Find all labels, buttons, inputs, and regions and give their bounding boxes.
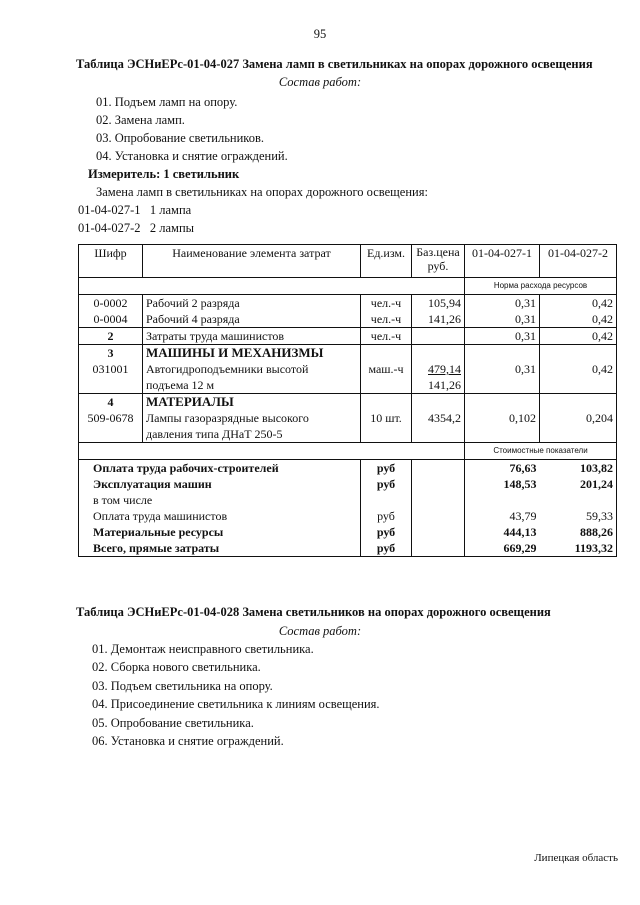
- row-unit: чел.-ч: [361, 295, 412, 312]
- section-code: 4: [79, 394, 143, 411]
- table1-operation: 03. Опробование светильников.: [96, 131, 265, 145]
- row-name: [143, 410, 361, 443]
- summary-value-1: 43,79: [509, 509, 537, 523]
- table-row: [79, 410, 617, 443]
- table2-operation: 05. Опробование светильника.: [92, 716, 254, 730]
- header-code: Шифр: [79, 245, 143, 278]
- variant-text: 1 лампа: [149, 203, 192, 217]
- table1-composition-label: Состав работ:: [278, 75, 362, 89]
- row-price: 141,26: [412, 311, 465, 328]
- table1-operation: 02. Замена ламп.: [96, 113, 185, 127]
- summary-unit: руб: [361, 524, 412, 540]
- summary-value-2: 888,26: [540, 524, 617, 540]
- row-name-line1: Лампы газоразрядные высокого: [146, 411, 309, 425]
- summary-value-1: 76,63: [465, 460, 540, 477]
- row-price-line1: 479,14: [428, 362, 461, 376]
- section-row: [79, 345, 617, 362]
- summary-value-1: 148,53: [503, 477, 537, 491]
- table2-operation: 06. Установка и снятие ограждений.: [92, 734, 284, 748]
- row-code: 509-0678: [79, 410, 143, 443]
- row-name: [143, 361, 361, 394]
- header-name: Наименование элемента затрат: [143, 245, 361, 278]
- header-unit: Ед.изм.: [361, 245, 412, 278]
- summary-value-1: 669,29: [465, 540, 540, 557]
- cost-label: Стоимостные показатели: [465, 443, 617, 460]
- row-value-1: 0,102: [465, 410, 540, 443]
- row-name: Затраты труда машинистов: [143, 328, 361, 345]
- row-price-line2: 141,26: [428, 378, 461, 392]
- table-row: [79, 295, 617, 312]
- row-code: 2: [79, 328, 143, 345]
- row-value-2: 0,42: [540, 361, 617, 394]
- summary-value-2: 103,82: [540, 460, 617, 477]
- header-base-price-line1: Баз.цена: [416, 245, 460, 259]
- section-title: МАТЕРИАЛЫ: [143, 394, 361, 411]
- header-base-price: [412, 245, 465, 278]
- summary-unit: руб: [361, 540, 412, 557]
- row-value-2: 0,204: [540, 410, 617, 443]
- row-unit: маш.-ч: [361, 361, 412, 394]
- summary-value-1: 444,13: [503, 525, 537, 539]
- row-value-1: 0,31: [465, 361, 540, 394]
- summary-label: Всего, прямые затраты: [79, 540, 361, 557]
- row-value-2: 0,42: [540, 328, 617, 345]
- summary-label: Оплата труда рабочих-строителей: [79, 460, 361, 477]
- summary-row: [79, 492, 617, 508]
- row-value-1: 0,31: [465, 311, 540, 328]
- row-value-2: 0,42: [540, 295, 617, 312]
- header-col2: 01-04-027-2: [540, 245, 617, 278]
- row-unit: чел.-ч: [361, 328, 412, 345]
- summary-row: [79, 476, 617, 492]
- header-col1: 01-04-027-1: [465, 245, 540, 278]
- row-name-line2: давления типа ДНаТ 250-5: [146, 427, 283, 441]
- cost-label-row: [79, 443, 617, 460]
- table-header-row: [79, 245, 617, 278]
- table2-operation: 04. Присоединение светильника к линиям освещения.: [92, 697, 380, 711]
- summary-label: Материальные ресурсы: [79, 524, 361, 540]
- summary-row: [79, 460, 617, 477]
- summary-label: Эксплуатация машин: [79, 476, 361, 492]
- resource-table: [78, 244, 617, 557]
- summary-value-2: 1193,32: [540, 540, 617, 557]
- table2-composition-label: Состав работ:: [278, 624, 362, 638]
- norm-label-row: [79, 278, 617, 295]
- table1-variant: [78, 221, 194, 236]
- row-code: 0-0004: [79, 311, 143, 328]
- summary-unit: руб: [361, 460, 412, 477]
- table2-operation: 03. Подъем светильника на опору.: [92, 679, 273, 693]
- norm-label: Норма расхода ресурсов: [465, 278, 617, 295]
- table1-variant: [78, 203, 191, 218]
- summary-value-2: 201,24: [540, 476, 617, 492]
- row-unit: 10 шт.: [361, 410, 412, 443]
- row-value-1: 0,31: [465, 328, 540, 345]
- row-value-1: 0,31: [465, 295, 540, 312]
- summary-row: [79, 508, 617, 524]
- variant-code: 01-04-027-1: [78, 203, 141, 217]
- row-price: 105,94: [412, 295, 465, 312]
- row-code: 031001: [79, 361, 143, 394]
- variant-code: 01-04-027-2: [78, 221, 141, 235]
- row-unit: чел.-ч: [361, 311, 412, 328]
- row-value-2: 0,42: [540, 311, 617, 328]
- row-price: [412, 361, 465, 394]
- summary-row: [79, 524, 617, 540]
- table1-operation: 01. Подъем ламп на опору.: [96, 95, 238, 109]
- section-title: МАШИНЫ И МЕХАНИЗМЫ: [143, 345, 361, 362]
- page-number: 95: [313, 27, 327, 41]
- summary-unit: руб: [361, 476, 412, 492]
- table2-operation: 02. Сборка нового светильника.: [92, 660, 261, 674]
- table-row: [79, 311, 617, 328]
- section-row: [79, 394, 617, 411]
- footer-region: Липецкая область: [534, 852, 618, 864]
- row-name-line1: Автогидроподъемники высотой: [146, 362, 309, 376]
- table1-measure: Измеритель: 1 светильник: [88, 167, 240, 181]
- table2-title: Таблица ЭСНиЕРс-01-04-028 Замена светильников на опорах дорожного освещения: [76, 605, 551, 619]
- table1-title: Таблица ЭСНиЕРс-01-04-027 Замена ламп в светильниках на опорах дорожного освещения: [76, 57, 593, 71]
- table1-description: Замена ламп в светильниках на опорах дорожного освещения:: [96, 185, 428, 199]
- table-row: [79, 328, 617, 345]
- summary-value-2: 59,33: [540, 508, 617, 524]
- row-name: Рабочий 2 разряда: [143, 295, 361, 312]
- variant-text: 2 лампы: [149, 221, 195, 235]
- row-price: 4354,2: [412, 410, 465, 443]
- table1-operation: 04. Установка и снятие ограждений.: [96, 149, 288, 163]
- header-base-price-line2: руб.: [427, 259, 449, 273]
- summary-unit: руб: [361, 508, 412, 524]
- summary-label: в том числе: [79, 492, 361, 508]
- summary-label: Оплата труда машинистов: [79, 508, 361, 524]
- table2-operation: 01. Демонтаж неисправного светильника.: [92, 642, 314, 656]
- row-name: Рабочий 4 разряда: [143, 311, 361, 328]
- section-code: 3: [79, 345, 143, 362]
- row-name-line2: подъема 12 м: [146, 378, 215, 392]
- row-code: 0-0002: [79, 295, 143, 312]
- table-row: [79, 361, 617, 394]
- summary-row: [79, 540, 617, 557]
